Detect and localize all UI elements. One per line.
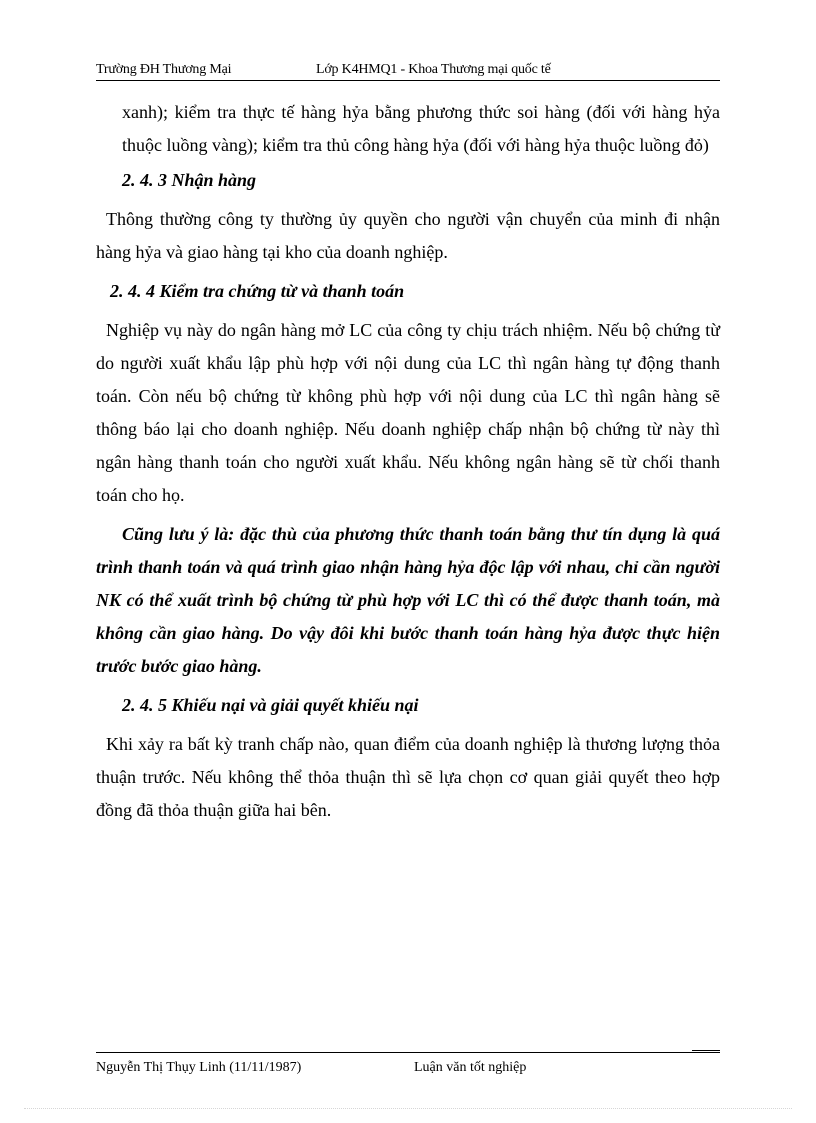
footer-divider-accent [692, 1050, 720, 1051]
header-class: Lớp K4HMQ1 - Khoa Thương mại quốc tế [316, 62, 551, 77]
heading-2-4-4: 2. 4. 4 Kiểm tra chứng từ và thanh toán [110, 281, 405, 301]
heading-2-4-3: 2. 4. 3 Nhận hàng [122, 170, 257, 190]
paragraph-2-4-5: Khi xảy ra bất kỳ tranh chấp nào, quan điểm của doanh nghiệp là thương lượng thỏa thuận trước. Nếu không thể thỏa thuận thì sẽ lựa chọn cơ quan giải quyết theo hợp đồng đã thỏa thuận giữa hai bên. [96, 734, 720, 820]
heading-2-4-5: 2. 4. 5 Khiếu nại và giải quyết khiếu nại [122, 695, 419, 715]
footer-author: Nguyễn Thị Thụy Linh (11/11/1987) [96, 1060, 302, 1075]
footer-divider [96, 1052, 720, 1053]
header-school: Trường ĐH Thương Mại [96, 62, 232, 77]
footer-doc-type: Luận văn tốt nghiệp [414, 1060, 527, 1075]
paragraph-2-4-3: Thông thường công ty thường ủy quyền cho người vận chuyển của minh đi nhận hàng hỷa và giao hàng tại kho của doanh nghiệp. [96, 209, 720, 262]
note-paragraph: Cũng lưu ý là: đặc thù của phương thức thanh toán bằng thư tín dụng là quá trình thanh toán và quá trình giao nhận hàng hỷa độc lập với nhau, chỉ cần người NK có thể xuất trình bộ chứng từ phù hợp với LC thì có thể được thanh toán, mà không cần giao hàng. Do vậy đôi khi bước thanh toán hàng hỷa được thực hiện trước bước giao hàng. [96, 524, 720, 676]
header-divider [96, 80, 720, 81]
paragraph-2-4-4: Nghiệp vụ này do ngân hàng mở LC của công ty chịu trách nhiệm. Nếu bộ chứng từ do người xuất khẩu lập phù hợp với nội dung của LC thì ngân hàng tự động thanh toán. Còn nếu bộ chứng từ không phù hợp với nội dung của LC thì ngân hàng sẽ thông báo lại cho doanh nghiệp. Nếu doanh nghiệp chấp nhận bộ chứng từ này thì ngân hàng thanh toán cho người xuất khẩu. Nếu không ngân hàng sẽ từ chối thanh toán cho họ. [96, 320, 720, 505]
continuation-paragraph: xanh); kiểm tra thực tế hàng hỷa bằng phương thức soi hàng (đối với hàng hỷa thuộc luồng vàng); kiểm tra thủ công hàng hỷa (đối với hàng hỷa thuộc luồng đỏ) [122, 102, 720, 155]
page-body [96, 96, 720, 833]
page-edge-dots [24, 1108, 792, 1109]
